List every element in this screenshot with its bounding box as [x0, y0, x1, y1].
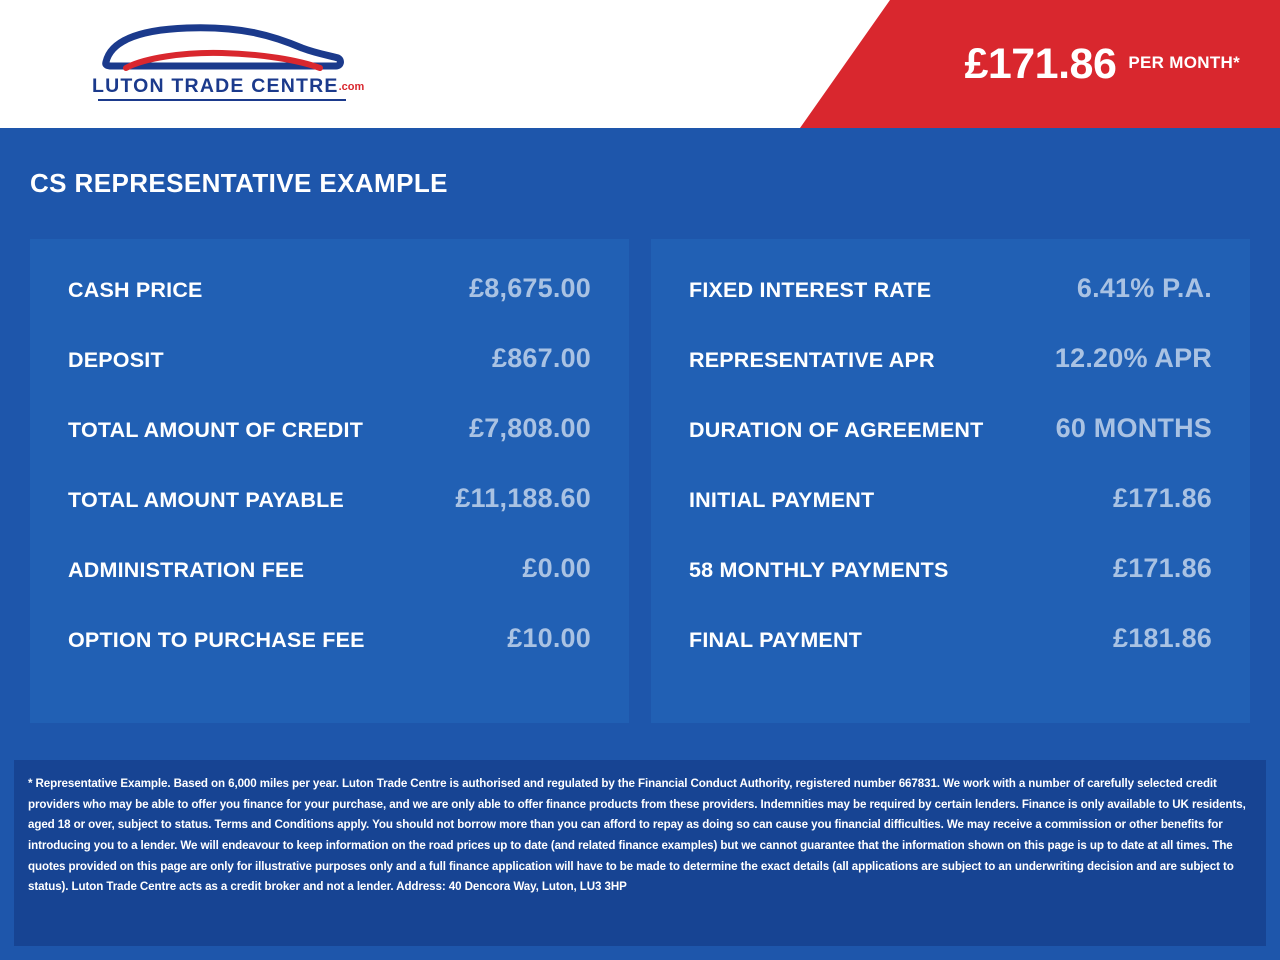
table-row — [689, 483, 1212, 553]
finance-panels — [30, 239, 1250, 723]
car-silhouette-logo-icon — [92, 22, 352, 82]
row-label: INITIAL PAYMENT — [689, 488, 875, 512]
finance-panel-right — [651, 239, 1250, 723]
row-label: OPTION TO PURCHASE FEE — [68, 628, 365, 652]
monthly-price — [964, 0, 1240, 128]
table-row — [68, 623, 591, 693]
row-value: £171.86 — [1113, 483, 1212, 513]
table-row — [68, 483, 591, 553]
row-value: 60 MONTHS — [1055, 413, 1212, 443]
table-row — [68, 343, 591, 413]
table-row — [689, 623, 1212, 693]
luton-trade-centre-logo[interactable] — [92, 22, 365, 104]
logo-domain-suffix: .com — [338, 81, 365, 93]
logo-brand-text: LUTON TRADE CENTRE — [92, 75, 339, 97]
logo-text — [92, 75, 365, 98]
row-label: DEPOSIT — [68, 348, 164, 372]
row-value: 12.20% APR — [1054, 343, 1212, 373]
row-label: DURATION OF AGREEMENT — [689, 418, 984, 442]
row-label: FIXED INTEREST RATE — [689, 278, 932, 302]
row-label: REPRESENTATIVE APR — [689, 348, 935, 372]
row-value: £10.00 — [507, 623, 591, 653]
table-row — [68, 273, 591, 343]
row-value: 6.41% P.A. — [1076, 273, 1212, 303]
disclaimer-block — [14, 760, 1266, 946]
table-row — [68, 553, 591, 623]
row-label: ADMINISTRATION FEE — [68, 558, 305, 582]
row-label: TOTAL AMOUNT OF CREDIT — [68, 418, 364, 442]
table-row — [68, 413, 591, 483]
table-row — [689, 413, 1212, 483]
table-row — [689, 553, 1212, 623]
finance-panel-left — [30, 239, 629, 723]
logo-underline — [98, 99, 346, 101]
row-value: £867.00 — [492, 343, 591, 373]
row-value: £0.00 — [522, 553, 591, 583]
page-title: CS REPRESENTATIVE EXAMPLE — [30, 168, 448, 198]
table-row — [689, 343, 1212, 413]
disclaimer-text: * Representative Example. Based on 6,000 miles per year. Luton Trade Centre is authorised and regulated by the Financial Conduct Authority, registered number 667831. We work with a number of carefully selected credit providers who may be able to offer you finance for your purchase, and we are only able to offer finance products from these providers. Indemnities may be required by certain lenders. Finance is only available to UK residents, aged 18 or over, subject to status. Terms and Conditions apply. You should not borrow more than you can afford to repay as doing so can cause you financial difficulties. We may receive a commission or other benefits for introducing you to a lender. We will endeavour to keep information on the road prices up to date (and related finance examples) but we cannot guarantee that the information shown on this page is up to date at all times. The quotes provided on this page are only for illustrative purposes only and a full finance application will have to be made to determine the exact details (all applications are subject to an underwriting decision and are subject to status). Luton Trade Centre acts as a credit broker and not a lender. Address: 40 Dencora Way, Luton, LU3 3HP — [28, 777, 1246, 894]
row-label: TOTAL AMOUNT PAYABLE — [68, 488, 344, 512]
table-row — [689, 273, 1212, 343]
row-value: £8,675.00 — [469, 273, 591, 303]
price-period-label: PER MONTH* — [1128, 53, 1240, 72]
row-value: £7,808.00 — [469, 413, 591, 443]
row-label: 58 MONTHLY PAYMENTS — [689, 558, 949, 582]
page-header — [0, 0, 1280, 128]
row-value: £181.86 — [1113, 623, 1212, 653]
row-label: FINAL PAYMENT — [689, 628, 863, 652]
row-value: £11,188.60 — [455, 483, 591, 513]
row-label: CASH PRICE — [68, 278, 203, 302]
row-value: £171.86 — [1113, 553, 1212, 583]
price-amount: £171.86 — [964, 39, 1117, 88]
